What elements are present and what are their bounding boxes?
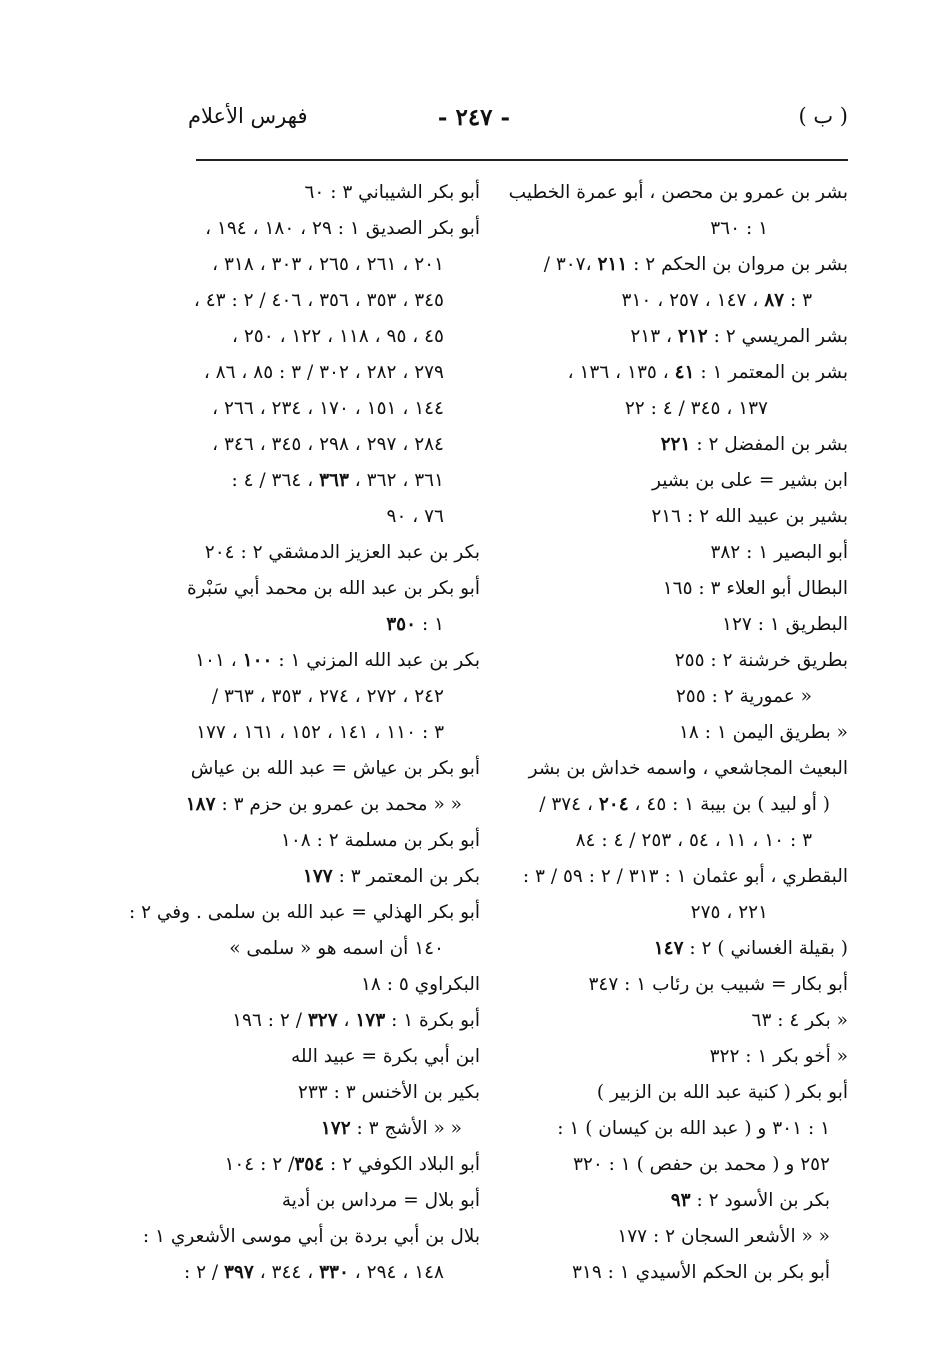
index-entry-line: بلال بن أبي بردة بن أبي موسى الأشعري ١ : (142, 1226, 480, 1247)
index-entry-line: ٣٤٥ ، ٣٥٣ ، ٣٥٦ ، ٤٠٦ / ٢ : ٤٣ ، (193, 290, 444, 311)
index-entry-line: بشر المريسي ٢ : ٢١٢ ، ٢١٣ (630, 326, 848, 347)
index-entry-line: البقطري ، أبو عثمان ١ : ٣١٣ / ٢ : ٥٩ / ٣ : (522, 866, 848, 887)
index-entry-line: ١٤٨ ، ٢٩٤ ، ٣٣٠ ، ٣٤٤ ، ٣٩٧ / ٢ : (183, 1262, 444, 1283)
index-entry-line: بكر بن الأسود ٢ : ٩٣ (670, 1190, 830, 1211)
index-entry-line: ١٤٤ ، ١٥١ ، ١٧٠ ، ٢٣٤ ، ٢٦٦ ، (212, 398, 444, 419)
index-entry-line: بشر بن المفضل ٢ : ٢٢١ (660, 434, 848, 455)
index-entry-line: البطريق ١ : ١٢٧ (722, 614, 848, 635)
index-entry-line: أبو بكر بن عبد الله بن محمد أبي سَبْرة (186, 578, 480, 599)
index-entry-line: أبو بلال = مرداس بن أدية (281, 1190, 480, 1211)
index-entry-line: أبو بكر الشيباني ٣ : ٦٠ (304, 182, 480, 203)
index-entry-line: ١ : ٣٠١ و ( عبد الله بن كيسان ) ١ : (557, 1118, 830, 1139)
index-entry-line: أبو البلاد الكوفي ٢ : ٣٥٤/ ٢ : ١٠٤ (224, 1154, 480, 1175)
index-entry-line: ٢٥٢ و ( محمد بن حفص ) ١ : ٣٢٠ (572, 1154, 830, 1175)
index-entry-line: ٣ : ٨٧ ، ١٤٧ ، ٢٥٧ ، ٣١٠ (621, 290, 812, 311)
index-entry-line: ١ : ٣٦٠ (710, 218, 768, 239)
index-entry-line: « أخو بكر ١ : ٣٢٢ (709, 1046, 848, 1067)
index-entry-line: بكر بن المعتمر ٣ : ١٧٧ (302, 866, 480, 887)
index-entry-line: ٤٥ ، ٩٥ ، ١١٨ ، ١٢٢ ، ٢٥٠ ، (232, 326, 444, 347)
index-entry-line: بكر بن عبد العزيز الدمشقي ٢ : ٢٠٤ (204, 542, 480, 563)
index-entry-line: أبو بكرة ١ : ١٧٣ ، ٣٢٧ / ٢ : ١٩٦ (232, 1010, 480, 1031)
index-entry-line: أبو البصير ١ : ٣٨٢ (710, 542, 848, 563)
index-entry-line: ٣ : ١٠ ، ١١ ، ٥٤ ، ٢٥٣ / ٤ : ٨٤ (575, 830, 812, 851)
index-entry-line: « بطريق اليمن ١ : ١٨ (678, 722, 848, 743)
index-entry-line: « بكر ٤ : ٦٣ (751, 1010, 848, 1031)
index-entry-line: بشر بن عمرو بن محصن ، أبو عمرة الخطيب (508, 182, 848, 203)
index-entry-line: « « الأشج ٣ : ١٧٢ (320, 1118, 462, 1139)
index-entry-line: ( أو لبيد ) بن بيبة ١ : ٤٥ ، ٢٠٤ ، ٣٧٤ / (539, 794, 830, 815)
index-entry-line: البكراوي ٥ : ١٨ (360, 974, 480, 995)
index-entry-line: أبو بكر بن الحكم الأسيدي ١ : ٣١٩ (571, 1262, 830, 1283)
index-entry-line: أبو بكار = شبيب بن رئاب ١ : ٣٤٧ (588, 974, 848, 995)
index-entry-line: بكر بن عبد الله المزني ١ : ١٠٠ ، ١٠١ (195, 650, 480, 671)
index-entry-line: أبو بكر الهذلي = عبد الله بن سلمى . وفي ٢ : (128, 902, 480, 923)
index-entry-line: ٢٨٤ ، ٢٩٧ ، ٢٩٨ ، ٣٤٥ ، ٣٤٦ ، (212, 434, 444, 455)
index-entry-line: ابن أبي بكرة = عبيد الله (291, 1046, 480, 1067)
left-column (128, 175, 480, 1291)
index-entry-line: ٢٢١ ، ٢٧٥ (690, 902, 768, 923)
index-entry-line: بشير بن عبيد الله ٢ : ٢١٦ (651, 506, 848, 527)
index-entry-line: البطال أبو العلاء ٣ : ١٦٥ (662, 578, 848, 599)
index-entry-line: بكير بن الأخنس ٣ : ٢٣٣ (297, 1082, 480, 1103)
index-entry-line: ١ : ٣٥٠ (386, 614, 444, 635)
index-entry-line: ٢٤٢ ، ٢٧٢ ، ٢٧٤ ، ٣٥٣ ، ٣٦٣ / (211, 686, 444, 707)
right-column (508, 175, 848, 1291)
index-entry-line: البعيث المجاشعي ، واسمه خداش بن بشر (528, 758, 848, 779)
header-rule (196, 159, 848, 161)
index-entry-line: « عمورية ٢ : ٢٥٥ (675, 686, 812, 707)
index-entry-line: ٢٧٩ ، ٢٨٢ ، ٣٠٢ / ٣ : ٨٥ ، ٨٦ ، (203, 362, 444, 383)
index-entry-line: ( بقيلة الغساني ) ٢ : ١٤٧ (653, 938, 848, 959)
index-entry-line: أبو بكر الصديق ١ : ٢٩ ، ١٨٠ ، ١٩٤ ، (205, 218, 480, 239)
index-entry-line: ٣ : ١١٠ ، ١٤١ ، ١٥٢ ، ١٦١ ، ١٧٧ (196, 722, 444, 743)
index-entry-line: أبو بكر بن عياش = عبد الله بن عياش (190, 758, 480, 779)
index-entry-line: ٢٠١ ، ٢٦١ ، ٢٦٥ ، ٣٠٣ ، ٣١٨ ، (212, 254, 444, 275)
index-entry-line: أبو بكر ( كنية عبد الله بن الزبير ) (596, 1082, 848, 1103)
index-entry-line: ١٣٧ ، ٣٤٥ / ٤ : ٢٢ (624, 398, 768, 419)
index-entry-line: بشر بن مروان بن الحكم ٢ : ٢١١ ،٣٠٧ / (543, 254, 848, 275)
index-entry-line: ١٤٠ أن اسمه هو « سلمى » (229, 938, 444, 959)
index-entry-line: ابن بشير = على بن بشير (652, 470, 848, 491)
page-number: - ٢٤٧ - (437, 104, 511, 131)
index-entry-line: « « محمد بن عمرو بن حزم ٣ : ١٨٧ (185, 794, 462, 815)
index-entry-line: بشر بن المعتمر ١ : ٤١ ، ١٣٥ ، ١٣٦ ، (567, 362, 848, 383)
running-title: فهرس الأعلام (188, 104, 308, 128)
index-entry-line: ٣٦١ ، ٣٦٢ ، ٣٦٣ ، ٣٦٤ / ٤ : (231, 470, 444, 491)
section-letter: ( ب ) (798, 104, 848, 128)
index-entry-line: بطريق خرشنة ٢ : ٢٥٥ (674, 650, 848, 671)
index-entry-line: « « الأشعر السجان ٢ : ١٧٧ (617, 1226, 830, 1247)
index-entry-line: أبو بكر بن مسلمة ٢ : ١٠٨ (280, 830, 480, 851)
index-entry-line: ٧٦ ، ٩٠ (386, 506, 444, 527)
